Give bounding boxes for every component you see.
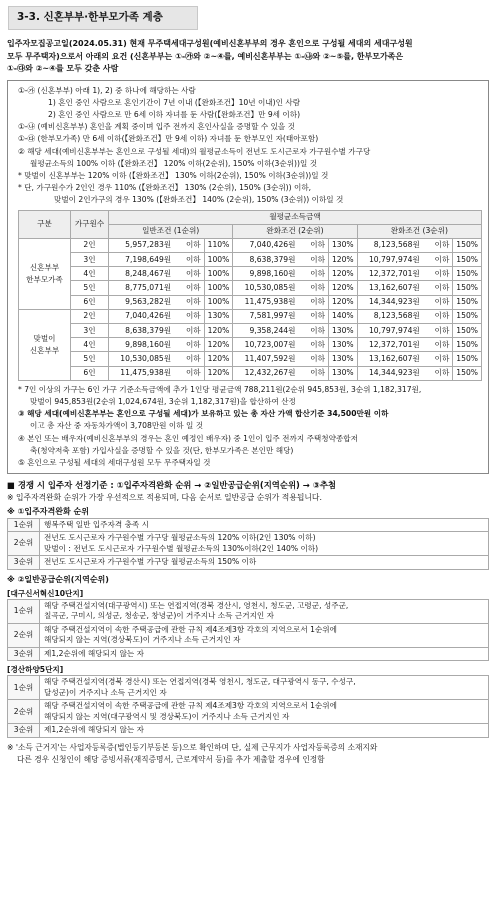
household-size: 5인: [71, 352, 109, 366]
rank-row: [8, 599, 489, 623]
income-value: 10,530,085원: [109, 352, 175, 366]
req-assets-2: 이고 총 자산 중 자동차가액이 3,708만원 이하 일 것: [30, 421, 204, 431]
income-percent: 110%: [204, 238, 233, 252]
income-value: 9,358,244원: [233, 324, 299, 338]
income-row: [19, 309, 482, 323]
income-value: 14,344,923원: [357, 366, 423, 380]
income-percent: 130%: [328, 352, 357, 366]
rank-desc: 제1,2순위에 해당되지 않는 자: [40, 647, 489, 661]
income-percent: 150%: [453, 309, 482, 323]
intro-line1a: 입주자모집공고일(2024.05.31) 현재: [7, 39, 148, 48]
income-value: 8,638,379원: [109, 324, 175, 338]
income-percent: 130%: [328, 324, 357, 338]
req-income: ② 해당 세대(예비신혼부부는 혼인으로 구성될 세대)의 월평균소득이 전년도 도시근로자 가구원수별 가구당: [18, 146, 371, 156]
req-dual-income: * 맞벌이 신혼부부는 120% 이하 (【완화조건】 130% 이하(2순위), 150% 이하(3순위))일 것: [18, 170, 329, 180]
income-value: 9,898,160원: [233, 267, 299, 281]
income-cond: 이하: [298, 366, 328, 380]
income-percent: 130%: [328, 366, 357, 380]
income-percent: 100%: [204, 253, 233, 267]
income-percent: 130%: [328, 238, 357, 252]
income-cond: 이하: [423, 295, 453, 309]
income-cond: 이하: [423, 281, 453, 295]
income-cond: 이하: [298, 295, 328, 309]
income-value: 8,123,568원: [357, 309, 423, 323]
th-cond3: 완화조건 (3순위): [357, 224, 481, 238]
footnote-1: ※ '소득 근거지'는 사업자등록증(법인등기부등본 등)으로 확인하며 단, 실제 근무지가 사업자등록증의 소재지와: [7, 742, 378, 752]
income-cond: 이하: [423, 366, 453, 380]
req-newlywed-2: 2) 혼인 중인 사람으로 만 6세 이하 자녀를 둔 사람(【완화조건】만 9세 이하): [48, 109, 301, 119]
income-percent: 100%: [204, 295, 233, 309]
general-rank-title: ※ ②일반공급순위(지역순위): [7, 574, 109, 584]
income-value: 10,797,974원: [357, 324, 423, 338]
req-income-2: 월평균소득의 100% 이하 (【완화조건】 120% 이하(2순위), 150% 이하(3순위))일 것: [30, 158, 318, 168]
income-cond: 이하: [174, 366, 204, 380]
income-cond: 이하: [174, 253, 204, 267]
income-cond: 이하: [423, 238, 453, 252]
income-percent: 130%: [328, 338, 357, 352]
req-savings: ④ 본인 또는 배우자(예비신혼부부의 경우는 혼인 예정인 배우자) 중 1인이 입주 전까지 주택청약종합저: [18, 433, 358, 443]
rank-label: 3순위: [8, 556, 40, 570]
income-row: [19, 253, 482, 267]
income-cond: 이하: [174, 324, 204, 338]
income-percent: 150%: [453, 281, 482, 295]
note-7-persons: * 7인 이상의 가구는 6인 가구 기준소득금액에 추가 1인당 평균금액 788,211원(2순위 945,853원, 3순위 1,182,317원,: [18, 384, 422, 394]
income-percent: 120%: [328, 295, 357, 309]
income-percent: 120%: [204, 366, 233, 380]
household-size: 6인: [71, 366, 109, 380]
income-percent: 100%: [204, 281, 233, 295]
footnote: [7, 742, 489, 766]
th-cond1: 일반조건 (1순위): [109, 224, 233, 238]
selection-title: ■ 경쟁 시 입주자 선정기준 : ①입주자격완화 순위 → ②일반공급순위(지역순위) → ③추첨: [7, 480, 337, 491]
rank-row: [8, 556, 489, 570]
intro-line2b: 으로서 아래의 요건 (신혼부부는 ①-㉮와 ②~④를, 예비신혼부부는 ①-㉯와 ②~⑤를, 한부모가족은: [59, 51, 404, 61]
rank-desc: 해당 주택건설지역(경북 경산시) 또는 연접지역(경북 영천시, 청도군, 대구광역시 동구, 수성구, 달성군)이 거주지나 소득 근거지인 자: [40, 676, 489, 700]
rank-label: 2순위: [8, 532, 40, 556]
income-cond: 이하: [174, 267, 204, 281]
household-size: 2인: [71, 238, 109, 252]
th-group: 구분: [19, 210, 71, 238]
rank-label: 3순위: [8, 724, 40, 738]
household-size: 3인: [71, 324, 109, 338]
income-table: [18, 210, 482, 381]
income-value: 8,123,568원: [357, 238, 423, 252]
income-value: 12,372,701원: [357, 338, 423, 352]
th-cond2: 완화조건 (2순위): [233, 224, 357, 238]
req-prospective: ①-㉯ (예비신혼부부) 혼인을 계획 중이며 입주 전까지 혼인사실을 증명할 수 있을 것: [18, 122, 296, 132]
income-value: 7,581,997원: [233, 309, 299, 323]
income-cond: 이하: [423, 253, 453, 267]
income-cond: 이하: [298, 267, 328, 281]
site-a-title: [대구신서혁신10단지]: [7, 589, 84, 599]
req-single-parent: ①-㉰ (한부모가족) 만 6세 이하(【완화조건】만 9세 이하) 자녀를 둔 한부모인 자(태아포함): [18, 134, 319, 144]
rank-row: [8, 700, 489, 724]
rank-row: [8, 532, 489, 556]
income-cond: 이하: [298, 281, 328, 295]
relaxed-rank-title: ※ ①입주자격완화 순위: [7, 507, 89, 517]
income-row: [19, 281, 482, 295]
income-percent: 150%: [453, 338, 482, 352]
group-label: 신혼부부 한부모가족: [19, 238, 71, 309]
site-b-table: [7, 675, 489, 738]
rank-row: [8, 676, 489, 700]
income-value: 11,407,592원: [233, 352, 299, 366]
rank-label: 2순위: [8, 623, 40, 647]
income-value: 10,797,974원: [357, 253, 423, 267]
income-value: 11,475,938원: [109, 366, 175, 380]
income-percent: 130%: [204, 309, 233, 323]
group-label: 맞벌이 신혼부부: [19, 309, 71, 380]
site-a-table: [7, 599, 489, 662]
income-value: 7,040,426원: [233, 238, 299, 252]
req-two-person: * 단, 가구원수가 2인인 경우 110% (【완화조건】 130% (2순위), 150% (3순위)) 이하,: [18, 183, 312, 193]
income-percent: 120%: [328, 281, 357, 295]
req-two-person-2: 맞벌이 2인가구의 경우 130% (【완화조건】 140% (2순위), 150% (3순위)) 이하일 것: [54, 195, 344, 205]
income-row: [19, 338, 482, 352]
income-value: 11,475,938원: [233, 295, 299, 309]
income-cond: 이하: [174, 295, 204, 309]
income-percent: 150%: [453, 238, 482, 252]
rank-label: 3순위: [8, 647, 40, 661]
household-size: 5인: [71, 281, 109, 295]
household-size: 4인: [71, 338, 109, 352]
req-savings-2: 축(청약저축 포함) 가입사실을 증명할 수 있을 것(단, 한부모가족은 본인만 해당): [30, 445, 294, 455]
income-percent: 120%: [204, 338, 233, 352]
rank-label: 1순위: [8, 676, 40, 700]
site-b-title: [경산하양5단지]: [7, 665, 64, 675]
income-value: 8,248,467원: [109, 267, 175, 281]
rank-desc: 해당 주택건설지역이 속한 주택공급에 관한 규칙 제4조제3항 각호의 지역으로서 1순위에 해당되지 않는 지역(경상북도)이 거주지나 소득 근거지인 자: [40, 623, 489, 647]
rank-desc: 전년도 도시근로자 가구원수별 가구당 월평균소득의 120% 이하(2인 130% 이하) 맞벌이 : 전년도 도시근로자 가구원수별 월평균소득의 130%이하(2인 140% 이하): [40, 532, 489, 556]
income-value: 9,563,282원: [109, 295, 175, 309]
income-row: [19, 267, 482, 281]
household-size: 4인: [71, 267, 109, 281]
income-cond: 이하: [423, 324, 453, 338]
income-value: 8,775,071원: [109, 281, 175, 295]
rank-desc: 제1,2순위에 해당되지 않는 자: [40, 724, 489, 738]
income-row: [19, 366, 482, 380]
eligibility-intro: [7, 38, 489, 76]
income-percent: 150%: [453, 324, 482, 338]
income-cond: 이하: [174, 338, 204, 352]
income-row: [19, 324, 482, 338]
th-members: 가구원수: [71, 210, 109, 238]
rank-desc: 행복주택 일반 입주자격 충족 시: [40, 518, 489, 532]
rank-row: [8, 724, 489, 738]
income-value: 10,530,085원: [233, 281, 299, 295]
household-size: 3인: [71, 253, 109, 267]
rank-row: [8, 623, 489, 647]
rank-label: 1순위: [8, 518, 40, 532]
income-cond: 이하: [298, 338, 328, 352]
income-percent: 120%: [328, 253, 357, 267]
income-value: 10,723,007원: [233, 338, 299, 352]
requirements-box: [7, 80, 489, 475]
income-percent: 120%: [328, 267, 357, 281]
income-percent: 150%: [453, 366, 482, 380]
footnote-2: 다른 경우 신청인이 해당 증빙서류(재직증명서, 근로계약서 등)를 추가 제출할 경우에 인정함: [17, 754, 325, 764]
income-cond: 이하: [298, 324, 328, 338]
income-percent: 120%: [204, 352, 233, 366]
th-income: 월평균소득금액: [109, 210, 482, 224]
income-cond: 이하: [298, 309, 328, 323]
rank-desc: 전년도 도시근로자 가구원수별 가구당 월평균소득의 150% 이하: [40, 556, 489, 570]
income-row: [19, 238, 482, 252]
income-cond: 이하: [174, 238, 204, 252]
income-cond: 이하: [298, 238, 328, 252]
income-percent: 150%: [453, 253, 482, 267]
income-row: [19, 352, 482, 366]
relaxed-rank-table: [7, 518, 489, 570]
household-size: 6인: [71, 295, 109, 309]
income-cond: 이하: [174, 309, 204, 323]
income-cond: 이하: [298, 352, 328, 366]
intro-line3: ①-㉰와 ②~④를 모두 갖춘 사람: [7, 64, 119, 73]
rank-row: [8, 647, 489, 661]
intro-line2a: 모두 무주택자): [7, 51, 60, 61]
income-percent: 150%: [453, 295, 482, 309]
income-value: 12,432,267원: [233, 366, 299, 380]
income-value: 7,198,649원: [109, 253, 175, 267]
income-value: 9,898,160원: [109, 338, 175, 352]
income-value: 12,372,701원: [357, 267, 423, 281]
section-header: 3-3. 신혼부부·한부모가족 계층: [8, 6, 198, 30]
req-newlywed: ①-㉮ (신혼부부) 아래 1), 2) 중 하나에 해당하는 사람: [18, 85, 196, 95]
income-percent: 150%: [453, 352, 482, 366]
req-no-house: ⑤ 혼인으로 구성될 세대의 세대구성원 모두 무주택자일 것: [18, 458, 211, 467]
income-cond: 이하: [423, 309, 453, 323]
income-value: 5,957,283원: [109, 238, 175, 252]
income-row: [19, 295, 482, 309]
income-percent: 140%: [328, 309, 357, 323]
income-cond: 이하: [423, 267, 453, 281]
rank-desc: 해당 주택건설지역이 속한 주택공급에 관한 규칙 제4조제3항 각호의 지역으로서 1순위에 해당되지 않는 지역(대구광역시 및 경상북도)이 거주지나 소득 근거지인 자: [40, 700, 489, 724]
income-percent: 150%: [453, 267, 482, 281]
income-cond: 이하: [174, 352, 204, 366]
intro-line1b: 무주택세대구성원(예비신혼부부의 경우 혼인으로 구성될 세대의 세대구성원: [147, 39, 413, 48]
income-value: 13,162,607원: [357, 281, 423, 295]
rank-label: 1순위: [8, 599, 40, 623]
income-cond: 이하: [423, 338, 453, 352]
income-value: 7,040,426원: [109, 309, 175, 323]
rank-row: [8, 518, 489, 532]
income-percent: 100%: [204, 267, 233, 281]
req-newlywed-1: 1) 혼인 중인 사람으로 혼인기간이 7년 이내 (【완화조건】10년 이내)인 사람: [48, 97, 301, 107]
income-value: 13,162,607원: [357, 352, 423, 366]
household-size: 2인: [71, 309, 109, 323]
rank-label: 2순위: [8, 700, 40, 724]
income-percent: 120%: [204, 324, 233, 338]
income-value: 14,344,923원: [357, 295, 423, 309]
income-value: 8,638,379원: [233, 253, 299, 267]
req-assets: ③ 해당 세대(예비신혼부부는 혼인으로 구성될 세대)가 보유하고 있는 총 자산 가액 합산기준 34,500만원 이하: [18, 409, 389, 419]
income-cond: 이하: [423, 352, 453, 366]
selection-note: ※ 입주자격완화 순위가 가장 우선적으로 적용되며, 다음 순서로 일반공급 순위가 적용됩니다.: [7, 493, 322, 503]
income-cond: 이하: [174, 281, 204, 295]
note-7-persons-2: 맞벌이 945,853원(2순위 1,024,674원, 3순위 1,182,317원)을 합산하여 산정: [30, 396, 296, 406]
rank-desc: 해당 주택건설지역(대구광역시) 또는 연접지역(경북 경산시, 영천시, 청도군, 고령군, 성주군, 칠곡군, 구미시, 의성군, 청송군, 창녕군)이 거주지나 소득 근거지인 자: [40, 599, 489, 623]
income-cond: 이하: [298, 253, 328, 267]
